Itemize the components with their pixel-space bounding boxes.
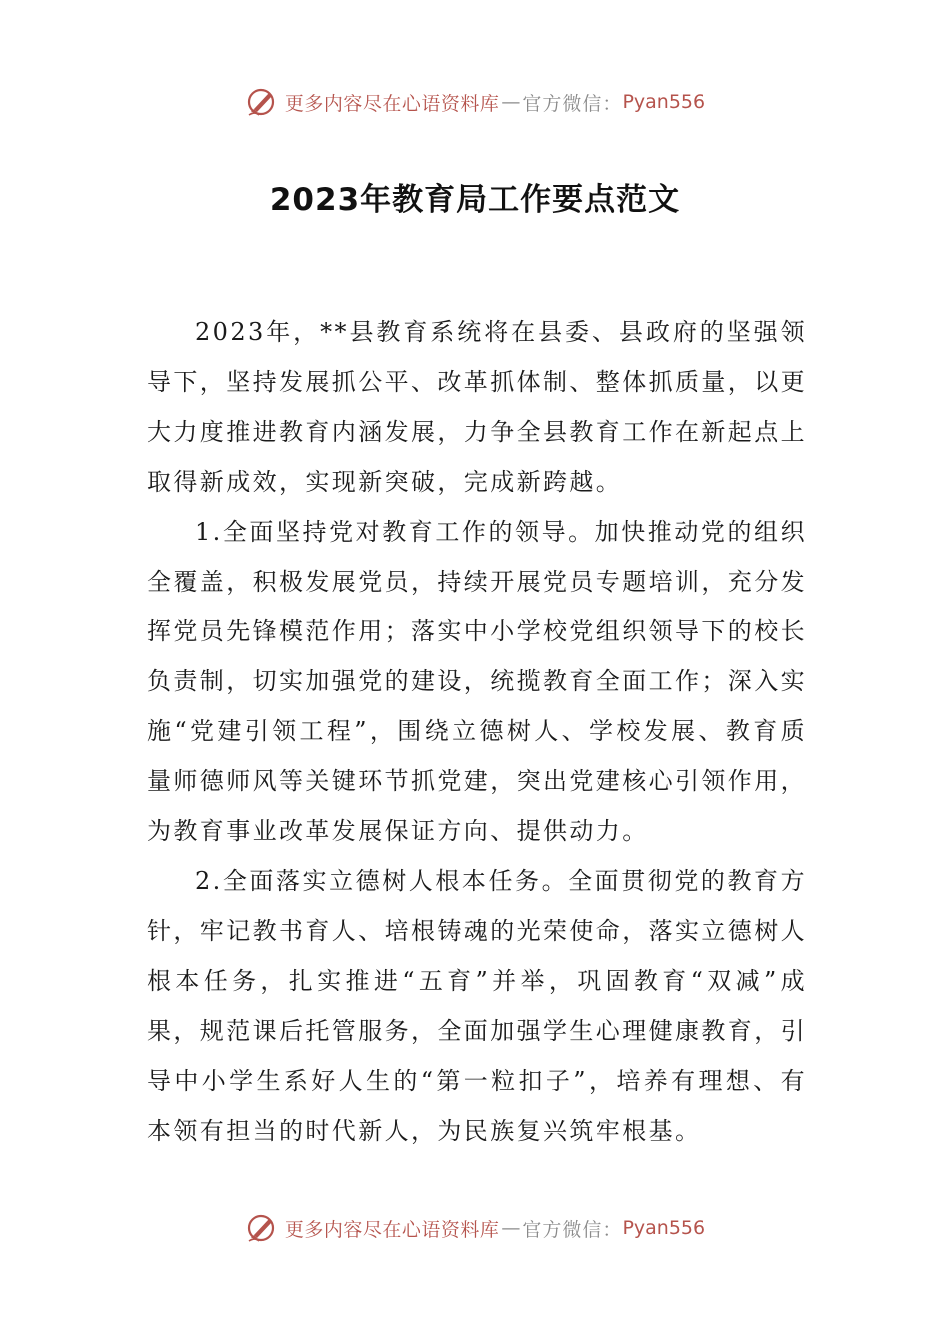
paragraph-intro: 2023年，**县教育系统将在县委、县政府的坚强领导下，坚持发展抓公平、改革抓体制、整体抓质量，以更大力度推进教育内涵发展，力争全县教育工作在新起点上取得新成效，实现新突破，完成新跨越。 <box>147 318 807 496</box>
watermark-wechat-id: Pyan556 <box>622 91 706 113</box>
footer-watermark <box>0 1208 950 1248</box>
paragraph-item-2: 2.全面落实立德树人根本任务。全面贯彻党的教育方针，牢记教书育人、培根铸魂的光荣使命，落实立德树人根本任务，扎实推进“五育”并举，巩固教育“双减”成果，规范课后托管服务，全面加强学生心理健康教育，引导中小学生系好人生的“第一粒扣子”，培养有理想、有本领有担当的时代新人，为民族复兴筑牢根基。 <box>147 866 807 1145</box>
watermark-official-label: 官方微信： <box>522 92 623 115</box>
watermark-brand: 更多内容尽在心语资料库 <box>284 92 500 115</box>
watermark-separator: — <box>501 1217 521 1239</box>
pen-circle-logo-icon <box>245 1211 279 1245</box>
watermark-brand: 更多内容尽在心语资料库 <box>284 1218 500 1241</box>
header-watermark <box>0 82 950 122</box>
watermark-wechat-id: Pyan556 <box>622 1217 706 1239</box>
watermark-separator: — <box>501 91 521 113</box>
document-title: 2023年教育局工作要点范文 <box>269 182 681 218</box>
pen-circle-logo-icon <box>245 85 279 119</box>
paragraph-item-1: 1.全面坚持党对教育工作的领导。加快推动党的组织全覆盖，积极发展党员，持续开展党员专题培训，充分发挥党员先锋模范作用；落实中小学校党组织领导下的校长负责制，切实加强党的建设，统揽教育全面工作；深入实施“党建引领工程”，围绕立德树人、学校发展、教育质量师德师风等关键环节抓党建，突出党建核心引领作用，为教育事业改革发展保证方向、提供动力。 <box>147 517 807 846</box>
document-body <box>147 308 807 1156</box>
watermark-official-label: 官方微信： <box>522 1218 623 1241</box>
